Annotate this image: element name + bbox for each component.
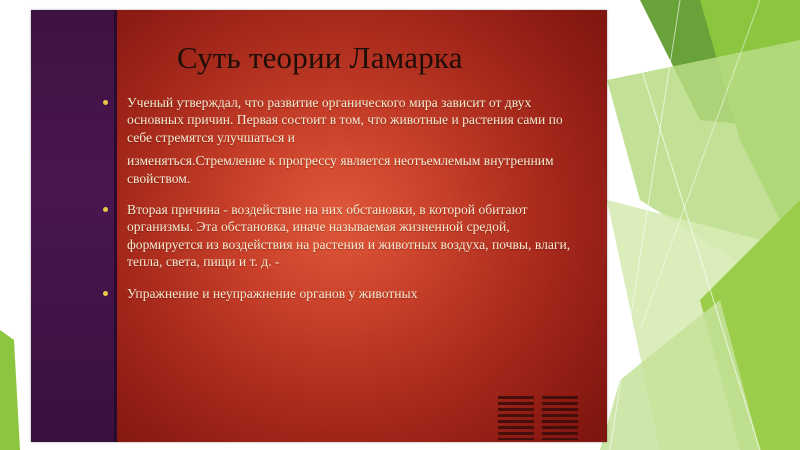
bullet-list (103, 94, 573, 316)
facet-left-edge (0, 330, 20, 450)
bullet-text-continued: изменяться.Стремление к прогрессу является неотъемлемым внутренним свойством. (127, 153, 554, 186)
stripes-right (542, 396, 578, 440)
bullet-dot-icon (103, 291, 108, 296)
bullet-item (103, 94, 573, 187)
stripes-decoration (498, 396, 580, 440)
slide-image (31, 10, 607, 442)
bullet-item (103, 285, 573, 302)
bullet-text: Вторая причина - воздействие на них обстановки, в которой обитают организмы. Эта обстановка, иначе называемая жизненной средой, формируется из воздействия на растения и животных воздуха, почвы, влаги, тепла, света, пищи и т. д. - (127, 202, 571, 270)
bullet-dot-icon (103, 207, 108, 212)
bullet-text: Ученый утверждал, что развитие органического мира зависит от двух основных причин. Первая состоит в том, что животные и растения сами по себе стремятся улучшаться и (127, 95, 563, 145)
bullet-dot-icon (103, 100, 108, 105)
slide-title: Суть теории Ламарка (177, 40, 463, 75)
bullet-text: Упражнение и неупражнение органов у животных (127, 285, 418, 301)
stripes-left (498, 396, 534, 440)
bullet-item (103, 201, 573, 271)
